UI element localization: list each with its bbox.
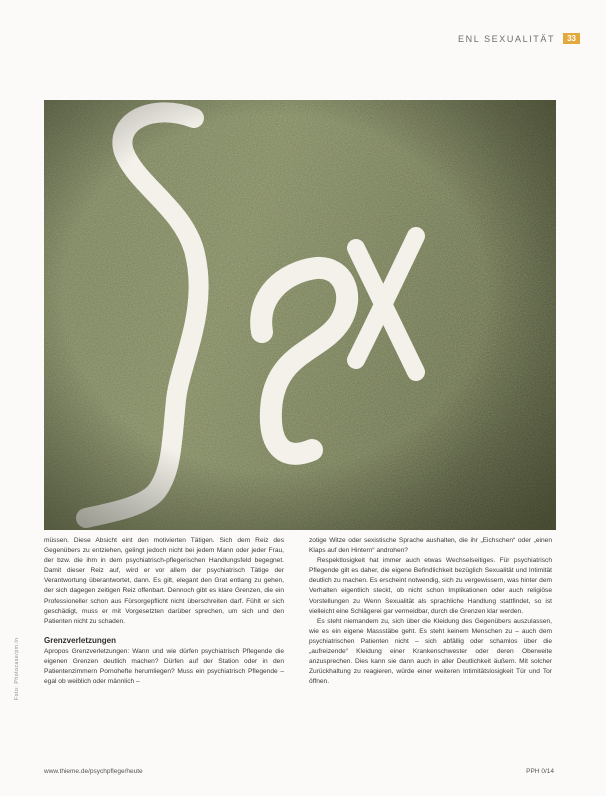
footer-issue: PPH 0/14 xyxy=(526,768,554,775)
footer-url: www.thieme.de/psychpflege/heute xyxy=(44,768,143,775)
body-paragraph: zotige Witze oder sexistische Sprache aushalten, die ihr „Eichschen“ oder „einen Klaps auf den Hintern“ androhen? xyxy=(309,537,552,555)
text-column-right xyxy=(309,536,552,687)
section-title: ENL SEXUALITÄT xyxy=(458,33,556,44)
text-column-left xyxy=(44,536,284,687)
photo-credit: Foto: Photocase/pm.ln xyxy=(14,637,20,700)
subheading: Grenzverletzungen xyxy=(44,635,117,645)
page-number-badge: 33 xyxy=(563,33,580,44)
body-paragraph: müssen. Diese Absicht eint den motivierten Tätigen. Sich dem Reiz des Gegenübers zu entziehen, gelingt jedoch nicht bei jedem Mann oder jeder Frau, der bzw. die ihm in dem psychiatrisch-pflegerischen Handlungsfeld begegnet. Damit dieser Reiz auf, wird er vor allem der psychiatrisch Tätige der Verantwortung überantwortet, dann. Es gilt, elegant den Grat entlang zu gehen, der sich dagegen zeitigen Reiz offenbart. Dennoch gibt es klare Grenzen, die ein Professioneller schon aus Fürsorgepflicht nicht überschreiten darf. Fühlt er sich geschädigt, muss er mit Vorgesetzten darüber sprechen, um sich und den Patienten nicht zu schaden. xyxy=(44,537,284,625)
running-header xyxy=(458,33,580,44)
body-paragraph: Es steht niemandem zu, sich über die Kleidung des Gegenübers auszulassen, wie es ein eigene Massstäbe geht. Es steht keinem Menschen zu – auch dem psychiatrischen Patienten nicht – sich abfällig oder schamlos über die „aufreizende“ Kleidung einer Krankenschwester oder deren Oberweite anzusprechen. Dies kann sie dann auch in aller Deutlichkeit äußern. Mit solcher Zurückhaltung zu reagieren, würde einer weiteren Intimitätslosigkeit Tür und Tor öffnen. xyxy=(309,617,552,686)
graffiti-photo xyxy=(44,100,556,530)
body-paragraph: Apropos Grenzverletzungen: Wann und wie dürfen psychiatrisch Pflegende die eigenen Grenzen deutlich machen? Dürfen auf der Station oder in den Patientenzimmern Pornohefte herumliegen? Muss ein psychiatrisch Pflegende – egal ob weiblich oder männlich – xyxy=(44,647,284,686)
body-paragraph: Respektlosigkeit hat immer auch etwas Wechselseitiges. Für psychiatrisch Pflegende gilt es daher, die eigene Befindlichkeit bezüglich Sexualität und Intimität deutlich zu machen. Es erscheint notwendig, sich zu vergewissern, was hinter dem Verhalten eigentlich steckt, ob nicht schon Implikationen oder auch religiöse Vorstellungen zu Wenn Sexualität als sprachliche Handlung stattfindet, so ist vielleicht eine Schlägerei gar vermeidbar, durch die Grenzen klar werden. xyxy=(309,557,552,615)
